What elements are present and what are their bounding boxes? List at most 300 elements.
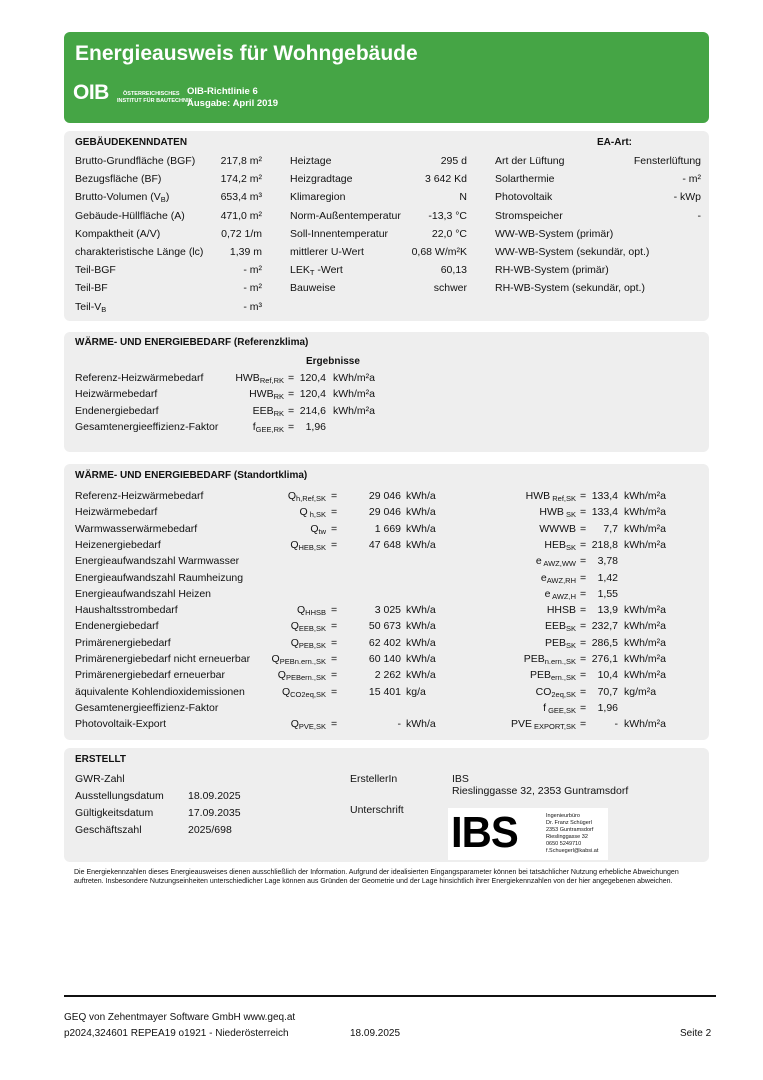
std-equals: = [331, 636, 338, 649]
geb-value: - kWp [673, 191, 701, 204]
symbol-text: CO [535, 685, 552, 698]
symbol-subscript: SK [565, 542, 576, 552]
geb-label [290, 173, 352, 185]
erstellt-panel [64, 748, 709, 862]
geb-label [290, 191, 345, 203]
unterschrift-label: Unterschrift [350, 804, 404, 816]
symbol-text: Q [290, 718, 299, 731]
footer-project: p2024,324601 REPEA19 o1921 - Niederösterreich [64, 1028, 289, 1039]
label-text: Heizgradtage [290, 173, 353, 186]
section-heading: WÄRME- UND ENERGIEBEDARF (Referenzklima) [75, 337, 309, 348]
ibs-stamp-logo: IBS [451, 808, 518, 857]
ref-label: Heizwärmebedarf [75, 388, 158, 401]
geb-label: RH-WB-System (primär) [495, 264, 609, 277]
std-unit-2: kWh/m²a [624, 506, 666, 519]
symbol-subscript: PEBn.ern.,SK [279, 657, 326, 666]
label-text: Bezugsfläche (BF) [75, 173, 162, 186]
std-label: äquivalente Kohlendioxidemissionen [75, 685, 245, 698]
symbol-text: HEB [544, 538, 566, 551]
geb-label: Solarthermie [495, 173, 555, 186]
std-unit: kWh/a [406, 669, 436, 682]
std-value: 3 025 [374, 604, 401, 617]
std-equals-2: = [580, 538, 587, 551]
label-text: Gebäude-Hüllfläche (A) [75, 209, 185, 222]
section-heading: WÄRME- UND ENERGIEBEDARF (Standortklima) [75, 470, 308, 481]
geb-value: 1,39 m [229, 246, 262, 258]
symbol-text: Q [299, 506, 308, 519]
erstellt-label: Geschäftszahl [75, 824, 142, 836]
footer-software: GEQ von Zehentmayer Software GmbH www.geq.at [64, 1012, 296, 1023]
label-subscript: T [309, 268, 315, 278]
symbol-subscript: ern.,SK [550, 673, 576, 683]
geb-value: 295 d [440, 155, 467, 167]
geb-label: RH-WB-System (sekundär, opt.) [495, 282, 645, 295]
stamp-text [546, 813, 598, 855]
disclaimer: Die Energiekennzahlen dieses Energieausweises dienen ausschließlich der Information. Aufgrund der idealisierten Eingangsparameter können bei tatsächlicher Nutzung erhebliche Abweichungen auftreten. Insbesondere Nutzungseinheiten unterschiedlicher Lage können aus Gründen der Geometrie und der Lage hinsichtlich ihrer Energiekennzahlen von der hier angegebenen abweichen. [74, 869, 679, 885]
std-equals: = [331, 604, 338, 617]
std-symbol [244, 620, 326, 632]
std-symbol-2 [484, 523, 576, 535]
geb-value: 3 642 Kd [424, 173, 467, 186]
std-unit-2: kWh/m²a [624, 522, 666, 535]
std-equals-2: = [580, 620, 587, 633]
std-equals-2: = [580, 522, 587, 535]
std-value-2: 1,42 [597, 571, 618, 584]
label-text: Brutto-Grundfläche (BGF) [75, 155, 196, 167]
std-symbol-2 [484, 637, 576, 649]
std-label: Warmwasserwärmebedarf [75, 522, 198, 535]
symbol-subscript: HHSB [305, 608, 326, 618]
logo-line-1: ÖSTERREICHISCHES [123, 91, 180, 97]
std-symbol-2 [484, 539, 576, 551]
geb-value: 0,68 W/m²K [411, 246, 467, 258]
std-value: 50 673 [368, 620, 401, 633]
std-value-2: 286,5 [591, 636, 618, 649]
label-text: Teil-BF [75, 282, 108, 295]
header-banner [64, 32, 709, 123]
std-label: Endenergiebedarf [75, 620, 159, 633]
symbol-text: EEB [252, 404, 274, 417]
label-subscript: B [160, 195, 166, 205]
std-unit: kWh/a [406, 636, 436, 649]
std-symbol [244, 523, 326, 535]
std-value: 2 262 [374, 669, 401, 682]
std-equals-2: = [580, 506, 587, 519]
logo-line-2: INSTITUT FÜR BAUTECHNIK [117, 98, 193, 104]
std-value-2: 70,7 [597, 685, 618, 698]
stamp-line: f.Schuegerl@kabsi.at [546, 848, 599, 854]
oib-logo: OIB [73, 81, 109, 104]
stamp-line: 2353 Guntramsdorf [546, 827, 594, 833]
std-equals: = [331, 538, 338, 551]
richtlinie-info [187, 86, 278, 110]
symbol-text: HWB [235, 372, 260, 384]
symbol-subscript: Ref,SK [550, 494, 576, 503]
std-unit: kWh/a [406, 604, 436, 617]
std-equals-2: = [580, 571, 587, 584]
symbol-text: Q [290, 538, 299, 551]
std-symbol [244, 669, 326, 681]
signature-stamp [448, 808, 608, 860]
std-unit-2: kWh/m²a [624, 653, 666, 665]
label-subscript: B [101, 304, 107, 314]
std-value: 62 402 [368, 636, 401, 649]
symbol-subscript: Ref,RK [259, 376, 284, 385]
std-value-2: 7,7 [603, 522, 618, 535]
geb-label [75, 246, 203, 258]
std-unit: kWh/a [406, 490, 436, 502]
geb-value: 60,13 [440, 264, 467, 277]
ersteller-address: Rieslinggasse 32, 2353 Guntramsdorf [452, 785, 629, 797]
symbol-subscript: CO2eq,SK [290, 689, 326, 699]
geb-label [75, 210, 185, 222]
symbol-subscript: GEE,RK [255, 424, 284, 434]
erstellt-value: 18.09.2025 [188, 790, 241, 802]
symbol-text: e [540, 571, 547, 584]
ref-label: Endenergiebedarf [75, 404, 159, 417]
std-symbol [244, 686, 326, 698]
ersteller-label: ErstellerIn [350, 773, 398, 785]
ref-equals: = [288, 372, 295, 384]
symbol-text: Q [277, 669, 286, 682]
label-text: Norm-Außentemperatur [290, 209, 401, 222]
label-suffix: ) [165, 191, 170, 204]
std-symbol [244, 718, 326, 730]
geb-label [290, 155, 331, 167]
label-text: Klimaregion [290, 191, 346, 204]
std-symbol [244, 539, 326, 551]
std-equals-2: = [580, 490, 587, 502]
symbol-text: PEB [544, 636, 566, 649]
geb-value: 471,0 m² [220, 209, 262, 222]
ref-unit: kWh/m²a [333, 388, 375, 401]
std-label: Primärenergiebedarf [75, 636, 171, 649]
richtlinie: OIB-Richtlinie 6 [187, 86, 258, 97]
std-label: Heizwärmebedarf [75, 506, 158, 519]
std-unit: kWh/a [406, 522, 436, 535]
symbol-subscript: GEE,SK [545, 705, 576, 715]
geb-value: - m² [243, 282, 262, 295]
std-value: 60 140 [368, 653, 401, 665]
std-unit-2: kWh/m²a [624, 604, 666, 617]
std-value-2: 10,4 [597, 669, 618, 682]
std-value-2: 218,8 [591, 538, 618, 551]
geb-label [75, 155, 195, 167]
geb-label [75, 228, 160, 240]
symbol-text: HWB [249, 388, 274, 401]
symbol-text: Q [287, 490, 296, 502]
std-unit: kWh/a [406, 506, 436, 519]
erstellt-label: Ausstellungsdatum [75, 790, 164, 802]
std-label: Primärenergiebedarf erneuerbar [75, 669, 225, 682]
std-symbol-2 [484, 718, 576, 730]
label-text: charakteristische Länge (lc) [75, 246, 204, 258]
symbol-subscript: h,Ref,SK [295, 494, 326, 503]
std-symbol-2 [484, 653, 576, 665]
std-equals: = [331, 669, 338, 682]
symbol-text: f [252, 420, 256, 433]
std-equals-2: = [580, 718, 587, 731]
std-equals-2: = [580, 555, 587, 568]
erstellt-value: 17.09.2035 [188, 807, 241, 819]
symbol-subscript: HEB,SK [298, 542, 326, 552]
std-label: Gesamtenergieeffizienz-Faktor [75, 701, 219, 714]
ref-value: 1,96 [305, 420, 326, 433]
ergebnisse-label: Ergebnisse [306, 356, 360, 367]
geb-label: Photovoltaik [495, 191, 553, 204]
ref-equals: = [288, 404, 295, 417]
geb-label: Art der Lüftung [495, 155, 565, 167]
std-equals-2: = [580, 587, 587, 600]
ref-equals: = [288, 388, 295, 401]
symbol-text: e [544, 587, 551, 600]
ea-art-label: EA-Art: [597, 137, 632, 148]
std-equals: = [331, 506, 338, 519]
std-symbol-2 [484, 588, 576, 600]
ref-value: 214,6 [299, 404, 326, 417]
std-label: Energieaufwandszahl Warmwasser [75, 555, 240, 568]
std-unit-2: kWh/m²a [624, 620, 666, 633]
geb-value: - m² [682, 173, 701, 186]
geb-label: WW-WB-System (primär) [495, 227, 614, 240]
symbol-subscript: PEB,SK [298, 640, 326, 650]
symbol-text: Q [271, 653, 280, 665]
symbol-subscript: SK [563, 510, 576, 520]
std-symbol-2 [484, 620, 576, 632]
symbol-subscript: PEBern.,SK [285, 673, 326, 683]
erstellt-label: Gültigkeitsdatum [75, 807, 154, 819]
std-value-2: 276,1 [591, 653, 618, 665]
symbol-text: HWB [539, 506, 564, 519]
std-equals-2: = [580, 653, 587, 665]
symbol-subscript: h,SK [307, 510, 326, 520]
label-text: Brutto-Volumen (V [75, 191, 161, 204]
std-symbol-2 [484, 686, 576, 698]
std-unit: kWh/a [406, 620, 436, 633]
symbol-text: Q [290, 636, 299, 649]
std-unit-2: kWh/m²a [624, 669, 666, 682]
symbol-subscript: EEB,SK [298, 624, 326, 634]
std-label: Primärenergiebedarf nicht erneuerbar [75, 653, 251, 665]
label-suffix: -Wert [314, 264, 343, 277]
ref-value: 120,4 [299, 388, 326, 401]
std-value-2: 133,4 [591, 490, 618, 502]
symbol-text: PEB [523, 653, 545, 665]
label-text: Heiztage [290, 155, 332, 167]
section-heading: ERSTELLT [75, 754, 126, 765]
symbol-text: HHSB [546, 604, 576, 617]
label-text: LEK [290, 264, 310, 277]
ref-unit: kWh/m²a [333, 404, 375, 417]
geb-label [290, 264, 343, 276]
std-value: - [397, 718, 401, 731]
geb-label [75, 301, 106, 313]
geb-value: - m³ [243, 300, 262, 313]
std-value-2: 232,7 [591, 620, 618, 633]
std-symbol-2 [484, 669, 576, 681]
geb-label [290, 282, 336, 294]
std-value: 1 669 [374, 522, 401, 535]
std-symbol-2 [484, 506, 576, 518]
label-text: Soll-Innentemperatur [290, 227, 389, 240]
geb-value: 0,72 1/m [221, 227, 262, 240]
label-text: Teil-V [75, 300, 102, 313]
symbol-text: Q [281, 685, 291, 698]
std-symbol-2 [484, 572, 576, 584]
std-unit-2: kg/m²a [624, 685, 657, 698]
geb-label: WW-WB-System (sekundär, opt.) [495, 246, 650, 258]
std-symbol-2 [484, 555, 576, 567]
std-label: Referenz-Heizwärmebedarf [75, 490, 204, 502]
symbol-text: PEB [529, 669, 551, 682]
erstellt-value: 2025/698 [188, 824, 232, 836]
ref-symbol [214, 372, 284, 384]
stamp-line: 0650 5249710 [546, 841, 582, 847]
geb-label [75, 264, 116, 276]
std-value-2: 13,9 [597, 604, 618, 617]
erstellt-label: GWR-Zahl [75, 773, 125, 785]
label-text: Kompaktheit (A/V) [75, 227, 161, 240]
std-value: 15 401 [368, 685, 401, 698]
ref-symbol [214, 388, 284, 400]
ref-label: Referenz-Heizwärmebedarf [75, 372, 204, 384]
symbol-subscript: PVE,SK [298, 722, 326, 732]
geb-label [290, 228, 388, 240]
ref-symbol [214, 405, 284, 417]
std-symbol [244, 604, 326, 616]
std-value-2: 1,55 [597, 587, 618, 600]
symbol-text: EEB [544, 620, 566, 633]
symbol-subscript: EXPORT,SK [531, 722, 576, 732]
symbol-subscript: 2eq,SK [551, 689, 576, 699]
ref-label: Gesamtenergieeffizienz-Faktor [75, 420, 219, 433]
symbol-text: e [535, 555, 542, 568]
std-unit: kg/a [406, 685, 426, 698]
ersteller-name: IBS [452, 773, 469, 785]
std-symbol [244, 653, 326, 665]
std-equals: = [331, 522, 338, 535]
symbol-subscript: AWZ,WW [541, 559, 576, 569]
std-label: Photovoltaik-Export [75, 718, 167, 731]
geb-label [290, 246, 364, 258]
std-equals-2: = [580, 669, 587, 682]
geb-label: Stromspeicher [495, 209, 563, 222]
std-equals: = [331, 620, 338, 633]
geb-value: schwer [433, 282, 467, 295]
std-equals: = [331, 653, 338, 665]
symbol-text: f [543, 701, 546, 714]
label-text: Teil-BGF [75, 264, 116, 277]
gebaeudekenndaten-panel [64, 131, 709, 321]
ref-symbol [214, 421, 284, 433]
std-symbol [244, 506, 326, 518]
geb-label [75, 282, 108, 294]
symbol-text: Q [290, 620, 299, 633]
std-unit-2: kWh/m²a [624, 490, 666, 502]
footer-page: Seite 2 [680, 1028, 712, 1039]
std-symbol [244, 637, 326, 649]
std-equals-2: = [580, 636, 587, 649]
symbol-text: PVE [510, 718, 532, 731]
ausgabe: Ausgabe: April 2019 [187, 98, 278, 109]
symbol-text: HWB [525, 490, 551, 502]
geb-value: 174,2 m² [220, 173, 262, 186]
geb-value: - [697, 209, 701, 222]
section-heading: GEBÄUDEKENNDATEN [75, 137, 188, 148]
std-value: 29 046 [368, 490, 401, 502]
geb-value: N [459, 191, 467, 204]
std-symbol-2 [484, 490, 576, 502]
symbol-subscript: RK [273, 408, 284, 418]
geb-value: -13,3 °C [428, 209, 467, 222]
geb-value: 217,8 m² [220, 155, 262, 167]
std-symbol-2 [484, 702, 576, 714]
std-value-2: 3,78 [597, 555, 618, 568]
ref-value: 120,4 [299, 372, 326, 384]
std-equals: = [331, 685, 338, 698]
geb-label [75, 173, 161, 185]
std-unit-2: kWh/m²a [624, 718, 666, 731]
standortklima-panel [64, 464, 709, 740]
std-unit: kWh/a [406, 718, 436, 731]
stamp-line: Rieslinggasse 32 [546, 834, 588, 840]
label-text: Bauweise [290, 282, 336, 295]
page-title: Energieausweis für Wohngebäude [75, 42, 418, 65]
symbol-subscript: n.ern.,SK [544, 657, 576, 666]
symbol-subscript: tw [318, 526, 326, 536]
std-equals-2: = [580, 604, 587, 617]
std-label: Energieaufwandszahl Raumheizung [75, 571, 244, 584]
std-equals: = [331, 490, 338, 502]
footer-date: 18.09.2025 [350, 1028, 401, 1039]
std-unit: kWh/a [406, 653, 436, 665]
std-value: 47 648 [368, 538, 401, 551]
std-value-2: 1,96 [597, 701, 618, 714]
std-equals-2: = [580, 701, 587, 714]
symbol-text: WWWB [539, 522, 576, 535]
geb-value: Fensterlüftung [633, 155, 701, 167]
std-value: 29 046 [368, 506, 401, 519]
ref-unit: kWh/m²a [333, 372, 375, 384]
std-unit-2: kWh/m²a [624, 538, 666, 551]
stamp-line: Dr. Franz Schügerl [546, 820, 592, 826]
ref-equals: = [288, 420, 295, 433]
footer-divider [64, 995, 716, 997]
std-label: Haushaltsstrombedarf [75, 604, 178, 617]
symbol-text: Q [310, 522, 319, 535]
std-equals-2: = [580, 685, 587, 698]
oib-logo-text [117, 91, 192, 105]
label-text: mittlerer U-Wert [290, 246, 364, 258]
symbol-subscript: SK [565, 624, 576, 634]
geb-value: 22,0 °C [431, 227, 467, 240]
std-unit: kWh/a [406, 538, 436, 551]
geb-label [75, 191, 169, 203]
symbol-subscript: AWZ,RH [546, 575, 576, 585]
geb-value: 653,4 m³ [220, 191, 262, 204]
std-label: Energieaufwandszahl Heizen [75, 587, 212, 600]
std-symbol [244, 490, 326, 502]
symbol-subscript: SK [565, 640, 576, 650]
std-symbol-2 [484, 604, 576, 616]
std-value-2: 133,4 [591, 506, 618, 519]
symbol-subscript: AWZ,H [550, 591, 576, 601]
std-value-2: - [614, 718, 618, 731]
symbol-text: Q [296, 604, 306, 617]
geb-value: - m² [243, 264, 262, 277]
symbol-subscript: RK [273, 392, 284, 402]
std-label: Heizenergiebedarf [75, 538, 161, 551]
